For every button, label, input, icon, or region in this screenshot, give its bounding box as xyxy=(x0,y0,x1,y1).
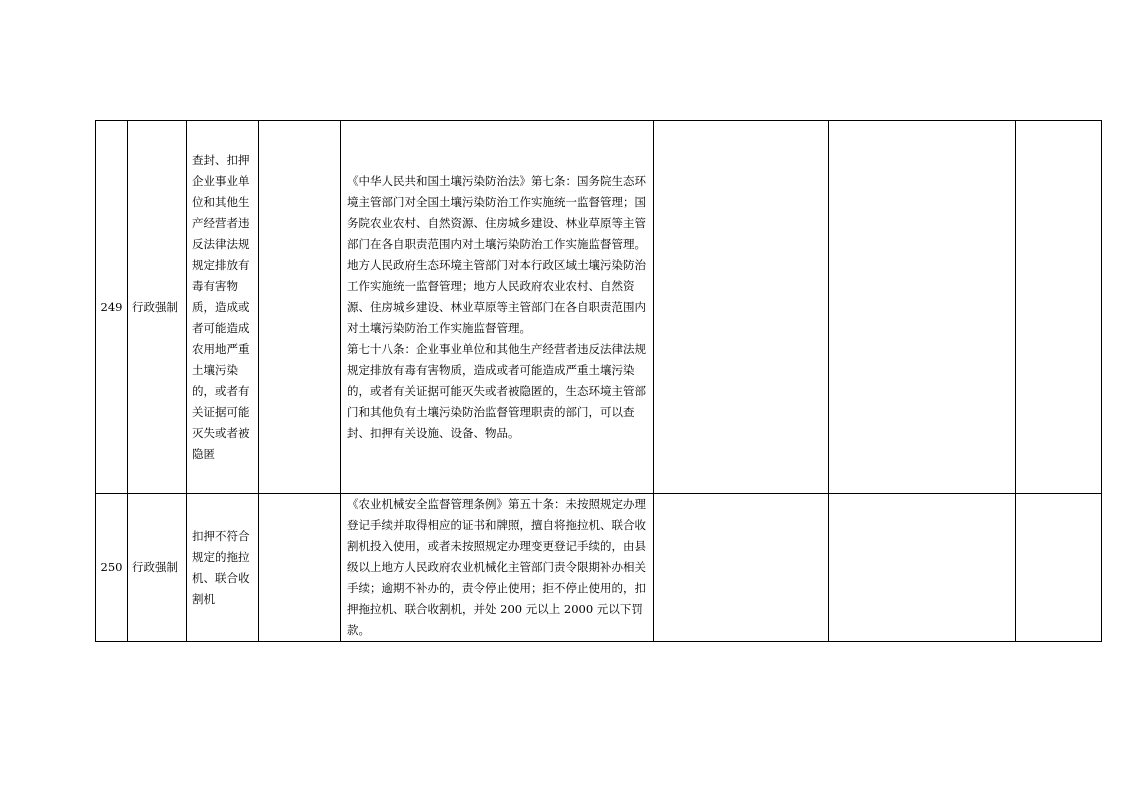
empty-cell xyxy=(654,121,829,494)
legal-basis-paragraph: 《中华人民共和国土壤污染防治法》第七条：国务院生态环境主管部门对全国土壤污染防治工作实施统一监督管理；国务院农业农村、自然资源、住房城乡建设、林业草原等主管部门在各自职责范围内对土壤污染防治工作实施监督管理。 xyxy=(347,173,646,251)
table-row xyxy=(96,494,1102,642)
table-row xyxy=(96,121,1102,494)
empty-cell xyxy=(654,494,829,642)
legal-basis-paragraph: 《农业机械安全监督管理条例》第五十条：未按照规定办理登记手续并取得相应的证书和牌照，擅自将拖拉机、联合收割机投入使用，或者未按照规定办理变更登记手续的，由县级以上地方人民政府农业机械化主管部门责令限期补办相关手续；逾期不补办的，责令停止使用；拒不停止使用的，扣押拖拉机、联合收割机，并处 200 元以上 2000 元以下罚款。 xyxy=(347,497,646,637)
empty-cell xyxy=(259,494,341,642)
legal-basis-paragraph: 第七十八条：企业事业单位和其他生产经营者违反法律法规规定排放有毒有害物质，造成或者可能造成严重土壤污染的，或者有关证据可能灭失或者被隐匿的，生态环境主管部门和其他负有土壤污染防治监督管理职责的部门，可以查封、扣押有关设施、设备、物品。 xyxy=(347,341,646,440)
empty-cell xyxy=(1016,494,1102,642)
empty-cell xyxy=(829,494,1016,642)
empty-cell xyxy=(259,121,341,494)
row-number: 249 xyxy=(96,121,128,494)
row-number: 250 xyxy=(96,494,128,642)
row-legal-basis xyxy=(341,494,654,642)
empty-cell xyxy=(1016,121,1102,494)
enforcement-items-table xyxy=(95,120,1102,642)
row-item-name: 扣押不符合规定的拖拉机、联合收割机 xyxy=(187,494,259,642)
empty-cell xyxy=(829,121,1016,494)
row-legal-basis xyxy=(341,121,654,494)
row-category: 行政强制 xyxy=(128,494,187,642)
legal-basis-paragraph: 地方人民政府生态环境主管部门对本行政区域土壤污染防治工作实施统一监督管理；地方人民政府农业农村、自然资源、住房城乡建设、林业草原等主管部门在各自职责范围内对土壤污染防治工作实施监督管理。 xyxy=(347,257,646,335)
row-item-name: 查封、扣押企业事业单位和其他生产经营者违反法律法规规定排放有毒有害物质，造成或者可能造成农用地严重土壤污染的，或者有关证据可能灭失或者被隐匿 xyxy=(187,121,259,494)
row-category: 行政强制 xyxy=(128,121,187,494)
